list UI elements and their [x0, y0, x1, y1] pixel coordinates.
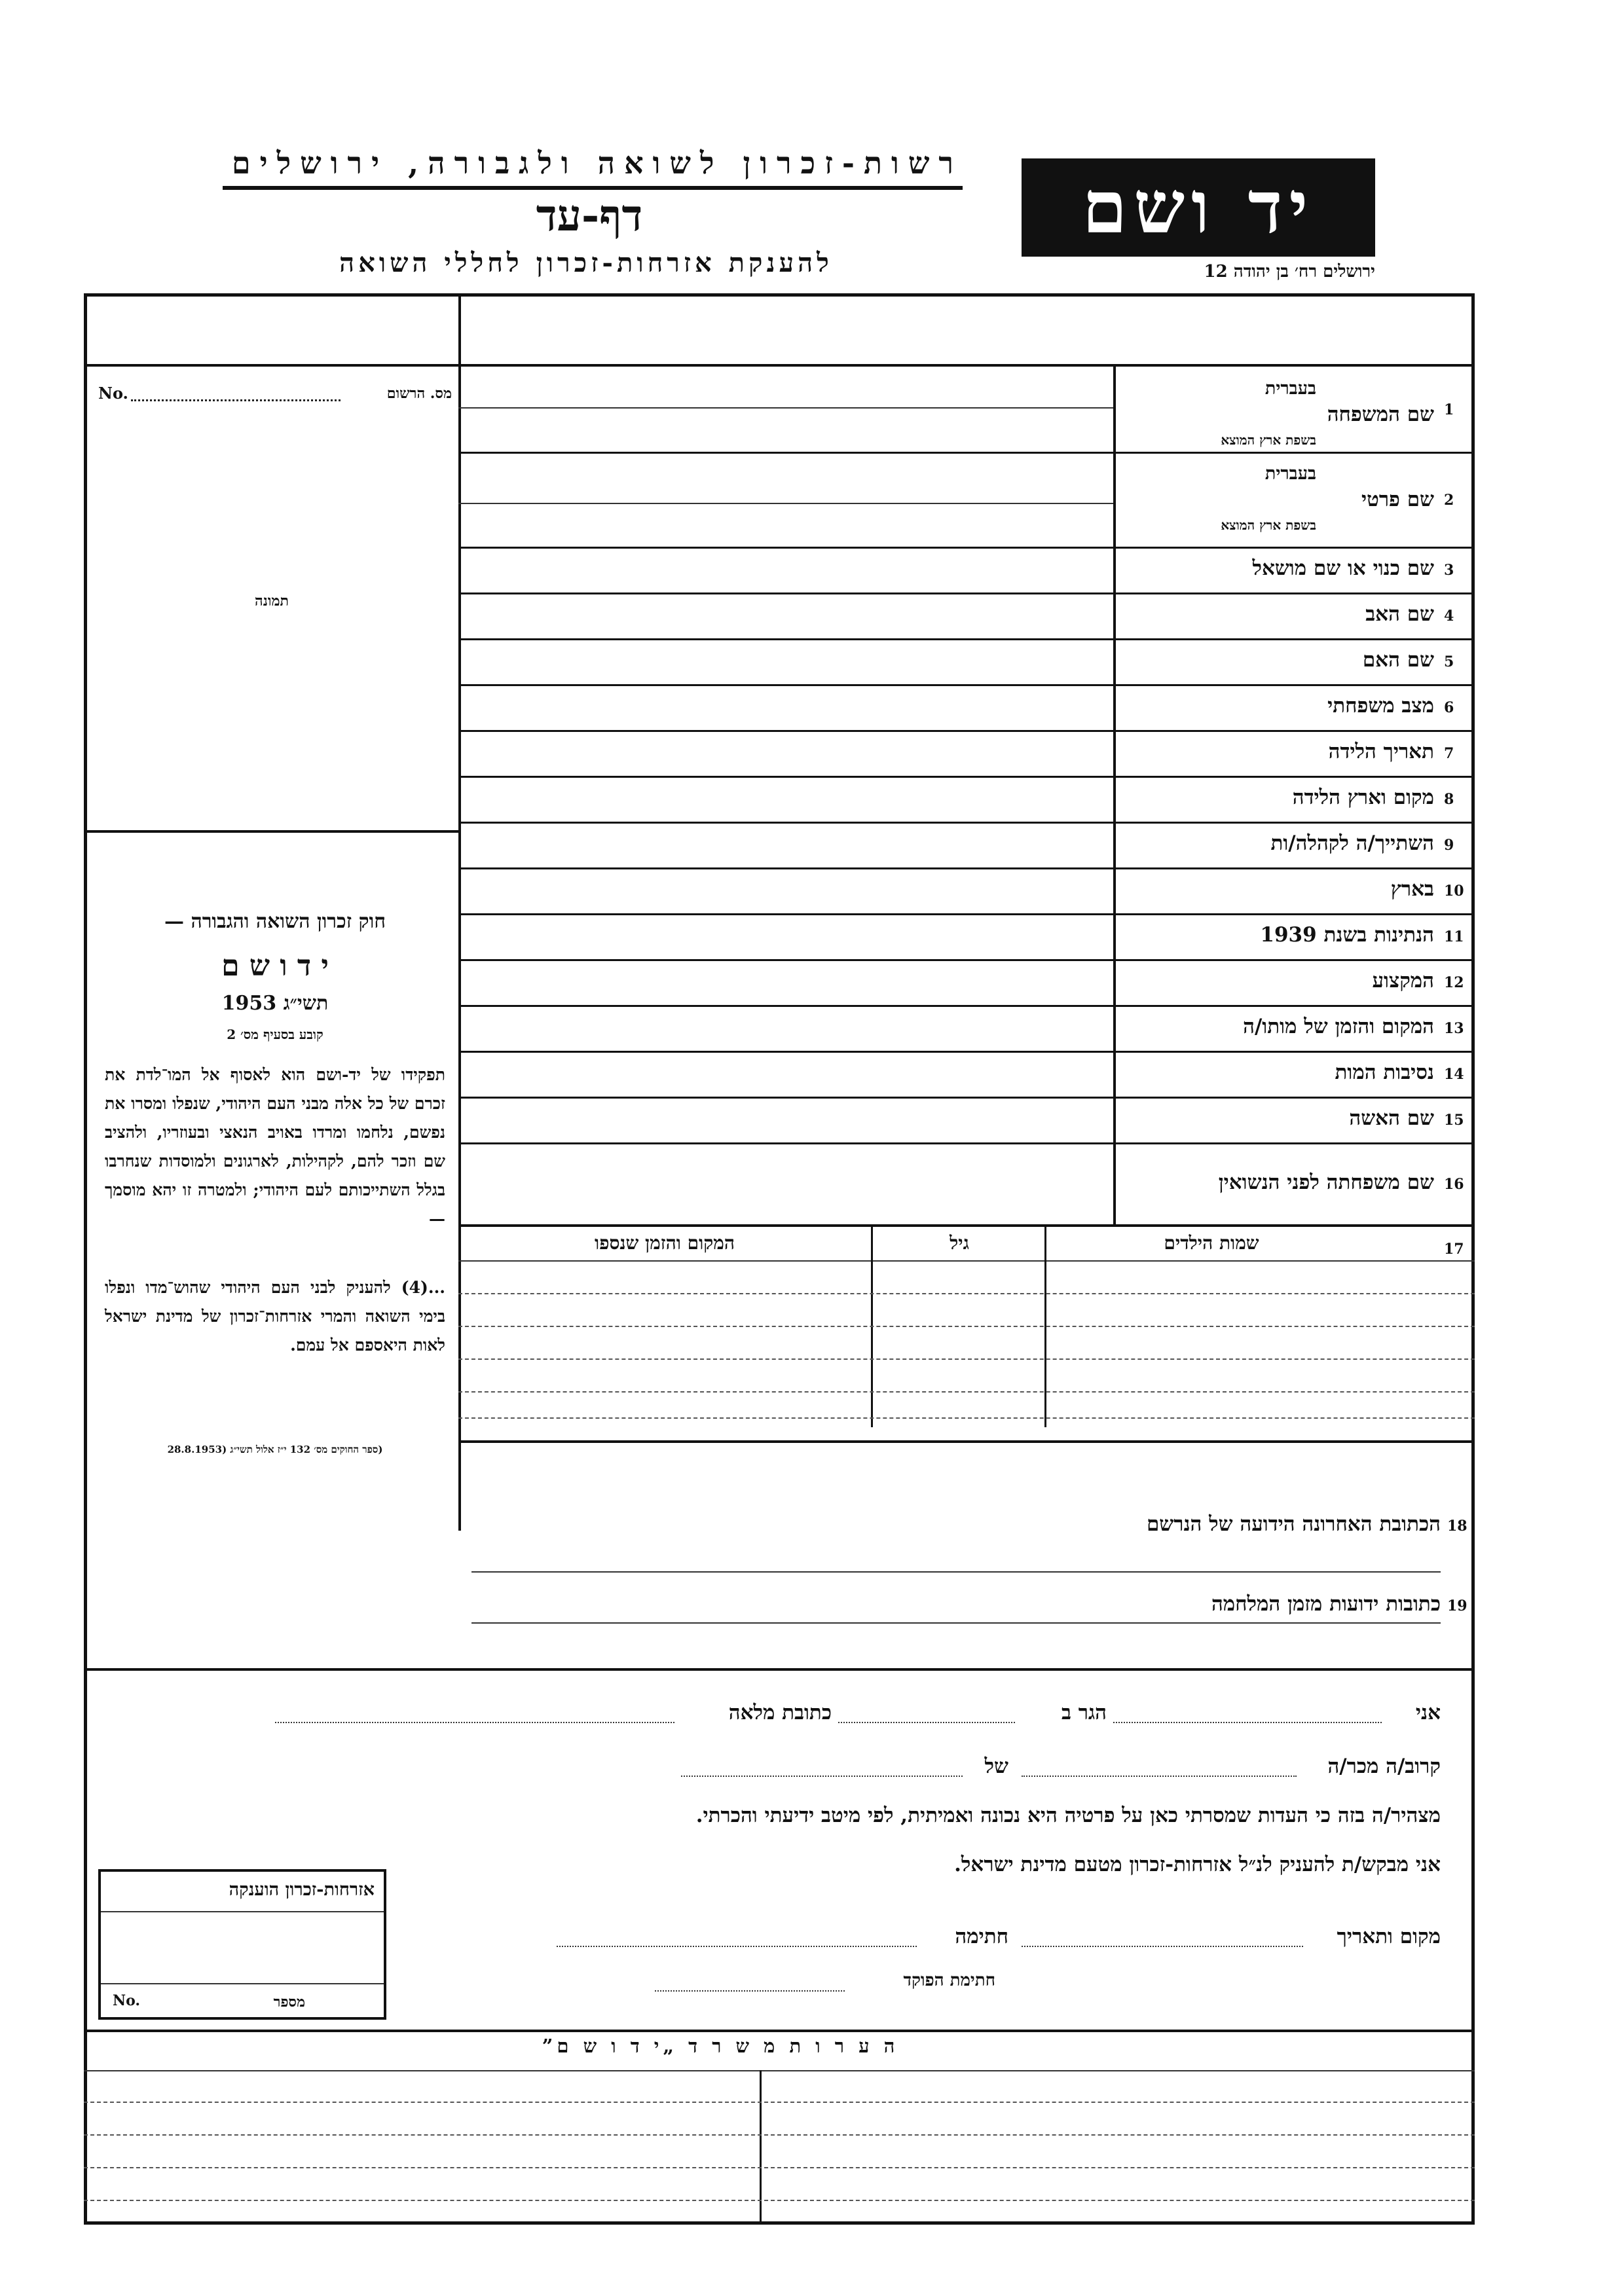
children-place-header: המקום והזמן שנספו — [595, 1232, 735, 1254]
granted-box-no-label: No. — [113, 1992, 141, 2009]
law-paragraph-1: תפקידו של יד-ושם הוא לאסוף אל המו־לדת את זכרם של כל אלה מבני העם היהודי, שנפלו ומסרו את נפשם, נלחמו ומרדו באויב הנאצי ובעוזריו, ולהציב שם וזכר להם, לקהילות, לארגונים ולמוסדות שנחרבו בגלל השתייכותם לעם היהודי; ולמטרה זו יהא מוסמך — — [105, 1065, 445, 1228]
children-age-header: גיל — [950, 1232, 969, 1254]
field-label: השתייך/ה לקהלה/ות — [1270, 831, 1434, 855]
children-header-line — [458, 1260, 1475, 1262]
hebrew-sublabel: בעברית — [1264, 464, 1316, 484]
photo-label: תמונה — [255, 592, 289, 610]
field-row-line — [458, 1005, 1475, 1007]
decl-official-sig-label: חתימת הפוקד — [903, 1971, 995, 1990]
law-reference: (ספר החוקים מס׳ 132 י״ז אלול תשי״ג (28.8.1953 — [167, 1444, 383, 1455]
field-row-line — [458, 730, 1475, 732]
office-notes-top — [84, 2030, 1475, 2032]
children-row-line — [458, 1293, 1475, 1294]
decl-place-date-line — [1022, 1946, 1303, 1947]
field-number: 15 — [1444, 1112, 1464, 1129]
field-sub-line — [458, 407, 1113, 409]
decl-relation-line — [1022, 1776, 1297, 1777]
field-number: 10 — [1444, 883, 1464, 900]
children-row-line — [458, 1417, 1475, 1419]
field-row-line — [458, 913, 1475, 915]
reg-label: מס. הרשום — [386, 385, 452, 402]
field-row-line — [458, 547, 1475, 549]
law-panel-bottom — [458, 1440, 1475, 1443]
field-row-line — [458, 1051, 1475, 1053]
field-label: שם המשפחה — [1327, 403, 1434, 426]
field-label: שם האב — [1365, 602, 1434, 626]
photo-bottom-line — [84, 830, 460, 833]
granted-box-number-line — [101, 1983, 384, 1984]
origin-language-sublabel: בשפת ארץ המוצא — [1221, 432, 1316, 448]
field-label: שם כנוי או שם מושאל — [1252, 556, 1434, 580]
decl-signature-label: חתימה — [955, 1925, 1008, 1948]
decl-shel-label: של — [984, 1755, 1008, 1778]
organization-name: רשות-זכרון לשואה ולגבורה, ירושלים — [223, 145, 963, 190]
field-number: 6 — [1444, 699, 1454, 716]
field-label: נסיבות המות — [1335, 1061, 1434, 1084]
form-title: דף-עד — [536, 190, 643, 241]
office-notes-row-line — [84, 2134, 1475, 2136]
field-number: 4 — [1444, 608, 1454, 625]
field-number: 1 — [1444, 401, 1454, 418]
law-paragraph-2: ...(4) להעניק לבני העם היהודי שהוש־מדו ונפלו בימי השואה והמרי אזרחות־זכרון של מדינת ישראל לאות היאספם אל עמם. — [105, 1278, 445, 1355]
field-row-line — [458, 592, 1475, 594]
office-notes-row-line — [84, 2102, 1475, 2103]
field-label: המקצוע — [1372, 969, 1434, 993]
law-title: חוק זכרון השואה והגבורה — — [164, 910, 386, 933]
office-notes-header-line — [84, 2070, 1475, 2071]
field-number: 5 — [1444, 653, 1454, 670]
field-label: הנתינות בשנת 1939 — [1260, 923, 1434, 947]
law-year: תשי״ג 1953 — [221, 992, 329, 1015]
granted-citizenship-box — [98, 1869, 386, 2020]
field-label: שם האם — [1362, 648, 1434, 672]
label-column-divider — [1113, 367, 1116, 1224]
field-label: מצב משפחתי — [1327, 694, 1434, 718]
field-number: 7 — [1444, 745, 1454, 762]
field-number: 9 — [1444, 837, 1454, 854]
reg-no-dotted-line — [131, 399, 341, 401]
field-label: מקום וארץ הלידה — [1292, 786, 1434, 809]
field-label: שם האשה — [1349, 1106, 1434, 1130]
field-row-line — [458, 867, 1475, 869]
declaration-top-line — [84, 1668, 1475, 1671]
field-label: שם פרטי — [1361, 488, 1434, 511]
decl-address-label: כתובת מלאה — [728, 1701, 832, 1724]
children-row-number: 17 — [1444, 1241, 1464, 1258]
decl-address-line — [275, 1722, 674, 1723]
children-row-line — [458, 1391, 1475, 1393]
field-19-number: 19 — [1447, 1597, 1467, 1614]
decl-city-line — [838, 1722, 1015, 1723]
left-column-divider — [458, 293, 461, 1531]
field-label: תאריך הלידה — [1328, 740, 1434, 763]
field-row-line — [458, 452, 1475, 454]
field-number: 16 — [1444, 1175, 1464, 1193]
field-18-label: הכתובת האחרונה הידועה של הנרשם — [1146, 1512, 1441, 1536]
granted-box-header-line — [101, 1911, 384, 1912]
decl-official-sig-line — [655, 1990, 845, 1992]
field-row-line — [458, 638, 1475, 640]
office-notes-row-line — [84, 2200, 1475, 2201]
field-row-line — [458, 959, 1475, 961]
field-row-line — [458, 822, 1475, 824]
decl-place-date-label: מקום ותאריך — [1337, 1925, 1441, 1948]
field-number: 14 — [1444, 1066, 1464, 1083]
field-number: 13 — [1444, 1020, 1464, 1037]
field-19-label: כתובות ידועות מזמן המלחמה — [1211, 1592, 1441, 1616]
field-sub-line — [458, 503, 1113, 504]
children-table-top — [458, 1224, 1475, 1227]
decl-ani-label: אני — [1415, 1701, 1441, 1724]
field-label: שם משפחתה לפני הנשואין — [1218, 1170, 1434, 1194]
decl-victim-line — [681, 1776, 963, 1777]
logo-address: ירושלים רח׳ בן יהודה 12 — [1204, 262, 1375, 282]
field-number: 2 — [1444, 491, 1454, 509]
field-row-line — [458, 684, 1475, 686]
field-number: 12 — [1444, 974, 1464, 991]
field-number: 8 — [1444, 791, 1454, 808]
field-number: 11 — [1444, 928, 1464, 945]
decl-gar-b-label: הגר ב — [1061, 1701, 1107, 1724]
office-notes-row-line — [84, 2167, 1475, 2168]
office-notes-title: ה ע ר ו ת מ ש ר ד „י ד ו ש ם” — [542, 2035, 899, 2057]
decl-name-line — [1113, 1722, 1382, 1723]
children-names-header: שמות הילדים — [1164, 1232, 1259, 1254]
granted-box-number-label: מספר — [273, 1994, 305, 2011]
reg-no-label: No. — [98, 384, 128, 403]
registration-number — [98, 384, 452, 410]
field-number: 3 — [1444, 562, 1454, 579]
field-row-line — [458, 1142, 1475, 1144]
children-row-line — [458, 1326, 1475, 1327]
origin-language-sublabel: בשפת ארץ המוצא — [1221, 517, 1316, 533]
children-row-line — [458, 1358, 1475, 1360]
hebrew-sublabel: בעברית — [1264, 378, 1316, 399]
law-clause: קובע בסעיף מס׳ 2 — [227, 1027, 323, 1042]
field-18-number: 18 — [1447, 1518, 1467, 1535]
decl-statement: מצהיר/ה בזה כי העדות שמסרתי כאן על פרטיה היא נכונה ואמיתית, לפי מיטב ידיעתי והכרתי. — [695, 1804, 1441, 1827]
field-18-value-line — [471, 1571, 1441, 1573]
office-notes-divider — [760, 2070, 762, 2225]
field-label: בארץ — [1390, 877, 1434, 901]
form-subtitle: להענקת אזרחות-זכרון לחללי השואה — [339, 247, 833, 278]
granted-box-title: אזרחות-זכרון הוענקה — [229, 1880, 375, 1900]
field-19-value-line — [471, 1622, 1441, 1624]
decl-request: אני מבקש/ת להעניק לנ״ל אזרחות-זכרון מטעם מדינת ישראל. — [954, 1853, 1441, 1876]
decl-relative-label: קרוב/ה מכר/ה — [1327, 1755, 1441, 1778]
top-row-line — [84, 364, 1475, 367]
decl-signature-line — [557, 1946, 917, 1947]
yad-vashem-logo: יד ושם — [1022, 158, 1375, 257]
field-row-line — [458, 776, 1475, 778]
field-label: המקום והזמן של מותו/ה — [1243, 1015, 1434, 1038]
field-row-line — [458, 1097, 1475, 1099]
law-name: י ד ו ש ם — [221, 949, 329, 983]
